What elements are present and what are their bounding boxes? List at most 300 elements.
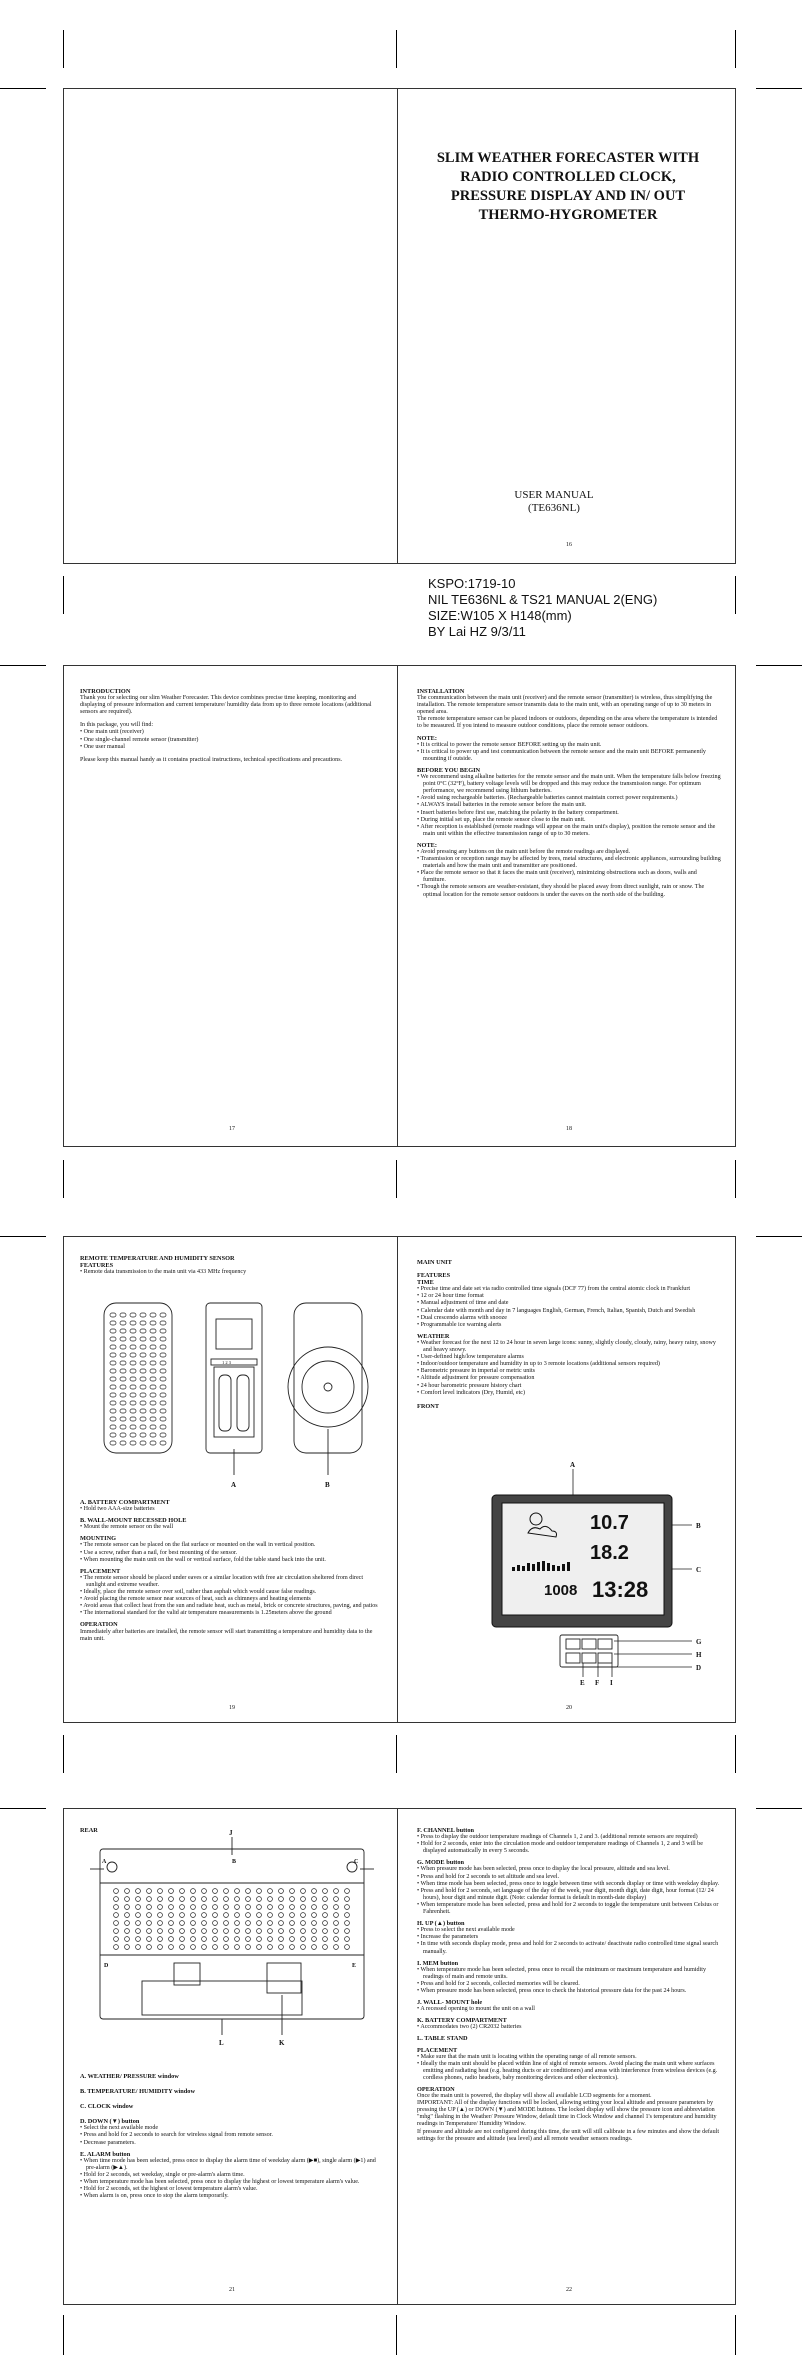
vent-hole bbox=[191, 1897, 196, 1902]
list-item: • Programmable ice warning alerts bbox=[417, 1321, 502, 1328]
i-list bbox=[417, 1967, 721, 1995]
vent-hole bbox=[147, 1897, 152, 1902]
history-bar bbox=[537, 1562, 540, 1571]
list-item: • One main unit (receiver) bbox=[80, 729, 144, 736]
vent-hole bbox=[257, 1937, 262, 1942]
vent-hole bbox=[235, 1905, 240, 1910]
vent-hole bbox=[246, 1929, 251, 1934]
list-item: • Press and hold for 2 seconds to set altitude and sea level. bbox=[417, 1873, 560, 1880]
page-22-column bbox=[417, 1823, 721, 2143]
front-heading: FRONT bbox=[417, 1402, 440, 1410]
label-a: A bbox=[231, 1481, 237, 1489]
rear-vent-grid bbox=[114, 1889, 350, 1950]
history-bar bbox=[522, 1566, 525, 1571]
list-item: • ALWAYS install batteries in the remote sensor before the main unit. bbox=[417, 802, 587, 809]
vent-slot bbox=[110, 1329, 116, 1333]
list-item: • Place the remote sensor so that it faces the main unit (receiver), minimizing obstructions such as doors, walls and furniture. bbox=[417, 870, 697, 884]
rear-label-j: J bbox=[229, 1829, 233, 1837]
vent-hole bbox=[312, 1921, 317, 1926]
vent-hole bbox=[323, 1889, 328, 1894]
vent-hole bbox=[136, 1929, 141, 1934]
placement-heading: PLACEMENT bbox=[80, 1567, 121, 1575]
rear-label-b: B bbox=[232, 1859, 237, 1865]
vent-hole bbox=[279, 1937, 284, 1942]
vent-hole bbox=[213, 1897, 218, 1902]
vent-hole bbox=[334, 1929, 339, 1934]
list-item: • During initial set up, place the remote sensor close to the main unit. bbox=[417, 816, 586, 823]
vent-slot bbox=[110, 1353, 116, 1357]
vent-slot bbox=[150, 1409, 156, 1413]
d-heading: D. DOWN (▼) button bbox=[80, 2118, 140, 2126]
vent-slot bbox=[120, 1441, 126, 1445]
hole-heading: B. WALL-MOUNT RECESSED HOLE bbox=[80, 1517, 187, 1525]
vent-hole bbox=[290, 1921, 295, 1926]
vent-slot bbox=[160, 1329, 166, 1333]
vent-hole bbox=[136, 1897, 141, 1902]
list-item: • Insert batteries before first use, matching the polarity in the battery compartment. bbox=[417, 809, 619, 816]
important-text: IMPORTANT: All of the display functions will be locked, allowing setting your local altitude and pressure parameters by pressing the UP (▲) or DOWN (▼) and MODE buttons. The locked display will show the pressure icon and abbreviation "mhg" flashing in the Weather/ Pressure Window, default time in Clock Window and channel 1's temperature and humidity readings in Temperature/ Humidity Window. bbox=[417, 2100, 717, 2128]
vent-hole bbox=[202, 1889, 207, 1894]
hole-text: • Mount the remote sensor on the wall bbox=[80, 1524, 174, 1531]
vent-hole bbox=[334, 1913, 339, 1918]
note-list bbox=[417, 849, 721, 899]
features-heading: FEATURES bbox=[80, 1262, 114, 1270]
vent-hole bbox=[136, 1889, 141, 1894]
lcd-temp-1: 10.7 bbox=[590, 1512, 629, 1534]
vent-hole bbox=[114, 1945, 119, 1950]
vent-hole bbox=[301, 1913, 306, 1918]
vent-slot bbox=[140, 1329, 146, 1333]
vent-slot bbox=[140, 1337, 146, 1341]
vent-slot bbox=[130, 1433, 136, 1437]
vent-hole bbox=[257, 1929, 262, 1934]
vent-hole bbox=[268, 1905, 273, 1910]
vent-hole bbox=[235, 1913, 240, 1918]
vent-hole bbox=[257, 1905, 262, 1910]
vent-hole bbox=[312, 1937, 317, 1942]
user-manual-text: USER MANUAL bbox=[514, 489, 594, 501]
sensor-illustration bbox=[94, 1299, 384, 1467]
vent-hole bbox=[114, 1913, 119, 1918]
vent-slot bbox=[120, 1417, 126, 1421]
vent-hole bbox=[235, 1929, 240, 1934]
vent-hole bbox=[268, 1897, 273, 1902]
list-item: • Decrease parameters. bbox=[80, 2139, 136, 2146]
vent-hole bbox=[202, 1921, 207, 1926]
e-list bbox=[80, 2158, 382, 2201]
vent-slot bbox=[150, 1345, 156, 1349]
vent-hole bbox=[290, 1929, 295, 1934]
vent-hole bbox=[158, 1921, 163, 1926]
vent-hole bbox=[213, 1905, 218, 1910]
placement-list bbox=[80, 1575, 382, 1618]
vent-slot bbox=[130, 1425, 136, 1429]
front-label-g: G bbox=[696, 1638, 702, 1646]
weather-heading: WEATHER bbox=[417, 1332, 450, 1340]
list-item: • Press and hold for 2 seconds to search for wireless signal from remote sensor. bbox=[80, 2132, 273, 2139]
vent-hole bbox=[301, 1889, 306, 1894]
list-item: • Ideally the main unit should be placed within line of sight of remote sensors. Avoid placing the main unit where surfaces emitting and radiating heat (e.g. heating ducts or air conditioners) and areas with interference from wireless devices (e.g. cordless phones, radio headsets, baby monitoring devices and other electronics). bbox=[417, 2060, 718, 2081]
page-number: 21 bbox=[229, 2287, 235, 2293]
vent-hole bbox=[301, 1897, 306, 1902]
vent-slot bbox=[130, 1401, 136, 1405]
package-intro: In this package, you will find: bbox=[80, 722, 154, 729]
vent-hole bbox=[257, 1889, 262, 1894]
vent-slot bbox=[130, 1417, 136, 1421]
vent-hole bbox=[202, 1929, 207, 1934]
vent-slot bbox=[120, 1385, 126, 1389]
vent-hole bbox=[158, 1929, 163, 1934]
vent-hole bbox=[246, 1921, 251, 1926]
list-item: • Hold for 2 seconds, set the highest or lowest temperature alarm's value. bbox=[80, 2186, 258, 2193]
vent-slot bbox=[110, 1321, 116, 1325]
vent-hole bbox=[191, 1929, 196, 1934]
list-item: • The remote sensor can be placed on the flat surface or mounted on the wall in vertical position. bbox=[80, 1542, 316, 1549]
vent-hole bbox=[290, 1897, 295, 1902]
vent-slot bbox=[110, 1385, 116, 1389]
vent-hole bbox=[323, 1905, 328, 1910]
front-label-b: B bbox=[696, 1522, 701, 1530]
before-heading: BEFORE YOU BEGIN bbox=[417, 766, 481, 774]
lcd-temp-2: 18.2 bbox=[590, 1542, 629, 1564]
list-item: • Increase the parameters bbox=[417, 1934, 479, 1941]
operation-heading: OPERATION bbox=[80, 1621, 118, 1629]
vent-hole bbox=[334, 1937, 339, 1942]
crop-mark bbox=[396, 30, 397, 68]
vent-hole bbox=[169, 1905, 174, 1910]
vent-hole bbox=[257, 1897, 262, 1902]
spec-line: SIZE:W105 X H148(mm) bbox=[428, 608, 572, 623]
note-heading: NOTE: bbox=[417, 734, 437, 742]
list-item: • When pressure mode has been selected, press once to check the historical pressure data for the past 24 hours. bbox=[417, 1987, 687, 1994]
vent-slot bbox=[160, 1409, 166, 1413]
list-item: • Comfort level indicators (Dry, Humid, etc) bbox=[417, 1389, 526, 1396]
vent-hole bbox=[257, 1921, 262, 1926]
time-heading: TIME bbox=[417, 1279, 434, 1287]
vent-slot bbox=[120, 1425, 126, 1429]
vent-slot bbox=[110, 1377, 116, 1381]
vent-slot bbox=[160, 1321, 166, 1325]
operation-heading: OPERATION bbox=[417, 2086, 455, 2093]
crop-mark bbox=[63, 2315, 64, 2355]
list-item: • Use a screw, rather than a nail, for best mounting of the sensor. bbox=[80, 1549, 238, 1556]
vent-slot bbox=[110, 1361, 116, 1365]
vent-slot bbox=[150, 1385, 156, 1389]
introduction-heading: INTRODUCTION bbox=[80, 688, 131, 695]
vent-slot bbox=[150, 1377, 156, 1381]
vent-hole bbox=[125, 1937, 130, 1942]
f-list bbox=[417, 1834, 721, 1855]
list-item: • Precise time and date set via radio controlled time signals (DCF 77) from the central atomic clock in Frankfurt bbox=[417, 1286, 691, 1293]
vent-hole bbox=[224, 1913, 229, 1918]
vent-hole bbox=[235, 1897, 240, 1902]
vent-slot bbox=[160, 1313, 166, 1317]
sheet-divider bbox=[397, 666, 398, 1146]
vent-hole bbox=[301, 1945, 306, 1950]
cover-title-line: PRESSURE DISPLAY AND IN/ OUT bbox=[450, 188, 686, 204]
vent-hole bbox=[312, 1905, 317, 1910]
vent-hole bbox=[125, 1945, 130, 1950]
vent-hole bbox=[114, 1897, 119, 1902]
vent-hole bbox=[312, 1897, 317, 1902]
page-number: 18 bbox=[566, 1126, 572, 1132]
vent-hole bbox=[114, 1889, 119, 1894]
vent-hole bbox=[246, 1913, 251, 1918]
list-item: • When mounting the main unit on the wall or vertical surface, fold the table stand back into the unit. bbox=[80, 1556, 326, 1563]
vent-hole bbox=[202, 1945, 207, 1950]
vent-hole bbox=[169, 1921, 174, 1926]
vent-hole bbox=[147, 1921, 152, 1926]
list-item: • Press to select the next available mode bbox=[417, 1927, 515, 1934]
list-item: • Ideally, place the remote sensor over soil, rather than asphalt which would cause false readings. bbox=[80, 1589, 317, 1596]
vent-hole bbox=[224, 1921, 229, 1926]
list-item: • The international standard for the valid air temperature measurements is 1.25meters above the ground bbox=[80, 1610, 332, 1617]
vent-slot bbox=[120, 1409, 126, 1413]
vent-slot bbox=[150, 1313, 156, 1317]
vent-hole bbox=[345, 1937, 350, 1942]
history-bar bbox=[517, 1565, 520, 1571]
vent-hole bbox=[246, 1937, 251, 1942]
history-bar bbox=[542, 1561, 545, 1571]
vent-hole bbox=[268, 1937, 273, 1942]
vent-slot bbox=[140, 1353, 146, 1357]
vent-hole bbox=[301, 1937, 306, 1942]
vent-hole bbox=[180, 1945, 185, 1950]
vent-slot bbox=[130, 1321, 136, 1325]
vent-hole bbox=[158, 1897, 163, 1902]
weather-list bbox=[417, 1340, 721, 1397]
lcd-time: 13:28 bbox=[592, 1577, 649, 1602]
vent-hole bbox=[246, 1889, 251, 1894]
vent-hole bbox=[290, 1889, 295, 1894]
package-list bbox=[80, 729, 382, 750]
crop-mark bbox=[735, 1160, 736, 1198]
feature-text: • Remote data transmission to the main unit via 433 MHz frequency bbox=[80, 1269, 247, 1276]
vent-hole bbox=[268, 1913, 273, 1918]
vent-hole bbox=[312, 1945, 317, 1950]
b-heading: B. TEMPERATURE/ HUMIDITY window bbox=[80, 2088, 195, 2096]
list-item: • Avoid placing the remote sensor near sources of heat, such as chimneys and heating elements bbox=[80, 1596, 311, 1603]
vent-hole bbox=[246, 1905, 251, 1910]
vent-slot bbox=[110, 1393, 116, 1397]
vent-slot bbox=[140, 1377, 146, 1381]
page-number: 17 bbox=[229, 1126, 235, 1132]
vent-hole bbox=[213, 1921, 218, 1926]
a-heading: A. WEATHER/ PRESSURE window bbox=[80, 2073, 179, 2080]
vent-slot bbox=[140, 1433, 146, 1437]
crop-mark bbox=[0, 1236, 46, 1237]
rear-heading: REAR bbox=[80, 1827, 98, 1834]
vent-hole bbox=[334, 1905, 339, 1910]
vent-hole bbox=[180, 1921, 185, 1926]
spec-line: BY Lai HZ 9/3/11 bbox=[428, 624, 526, 639]
mounting-heading: MOUNTING bbox=[80, 1535, 117, 1543]
vent-hole bbox=[136, 1921, 141, 1926]
j-text: • A recessed opening to mount the unit on a wall bbox=[417, 2006, 535, 2013]
vent-slot bbox=[120, 1313, 126, 1317]
vent-hole bbox=[125, 1921, 130, 1926]
crop-mark bbox=[756, 1236, 802, 1237]
vent-hole bbox=[345, 1945, 350, 1950]
vent-hole bbox=[301, 1929, 306, 1934]
vent-hole bbox=[224, 1945, 229, 1950]
vent-slot bbox=[140, 1393, 146, 1397]
vent-hole bbox=[191, 1945, 196, 1950]
vent-slot bbox=[110, 1409, 116, 1413]
time-list bbox=[417, 1286, 721, 1329]
front-label-c: C bbox=[696, 1566, 702, 1574]
vent-hole bbox=[235, 1889, 240, 1894]
crop-mark bbox=[735, 576, 736, 614]
vent-hole bbox=[191, 1913, 196, 1918]
vent-hole bbox=[180, 1889, 185, 1894]
vent-slot bbox=[160, 1369, 166, 1373]
vent-hole bbox=[334, 1897, 339, 1902]
vent-slot bbox=[140, 1361, 146, 1365]
model-text: (TE636NL) bbox=[528, 502, 580, 514]
list-item: • We recommend using alkaline batteries for the remote sensor and the main unit. When the temperature falls below freezing point 0°C (32°F), battery voltage levels will be dropped and this may reduce the transmission range. For optimum performance, we recommend using lithium batteries. bbox=[417, 774, 721, 795]
vent-hole bbox=[334, 1921, 339, 1926]
vent-hole bbox=[169, 1945, 174, 1950]
vent-hole bbox=[235, 1937, 240, 1942]
vent-hole bbox=[213, 1945, 218, 1950]
sensor-rear-view bbox=[288, 1303, 368, 1475]
main-unit-front-illustration bbox=[424, 1463, 724, 1688]
vent-hole bbox=[268, 1929, 273, 1934]
vent-slot bbox=[140, 1401, 146, 1405]
manual-label bbox=[464, 489, 644, 515]
vent-slot bbox=[160, 1425, 166, 1429]
intro-paragraph: Thank you for selecting our slim Weather Forecaster. This device combines precise time keeping, monitoring and displaying of pressure information and current temperature/ humidity data from up to three remote locations (additional sensors are required). bbox=[80, 695, 372, 716]
list-item: • When time mode has been selected, press once to display the alarm time of weekday alarm (▶■), single alarm (▶1) and pre-alarm (▶▲). bbox=[80, 2157, 376, 2171]
vent-slot bbox=[130, 1441, 136, 1445]
crop-mark bbox=[0, 665, 46, 666]
vent-slot bbox=[140, 1345, 146, 1349]
vent-hole bbox=[323, 1913, 328, 1918]
vent-hole bbox=[169, 1913, 174, 1918]
vent-slot bbox=[110, 1369, 116, 1373]
history-bar bbox=[567, 1562, 570, 1571]
vent-hole bbox=[169, 1897, 174, 1902]
vent-hole bbox=[125, 1905, 130, 1910]
front-label-h: H bbox=[696, 1651, 702, 1659]
list-item: • Calendar date with month and day in 7 languages English, German, French, Italian, Spanish, Dutch and Swedish bbox=[417, 1307, 696, 1314]
rear-label-a: A bbox=[102, 1859, 107, 1865]
vent-slot bbox=[120, 1353, 126, 1357]
sheet-19-20 bbox=[63, 1236, 736, 1723]
vent-hole bbox=[180, 1897, 185, 1902]
sensor-vent-grid bbox=[110, 1313, 166, 1445]
vent-slot bbox=[130, 1385, 136, 1389]
closing-paragraph: Please keep this manual handy as it contains practical instructions, technical specifications and precautions. bbox=[80, 756, 343, 763]
vent-hole bbox=[345, 1905, 350, 1910]
operation-text: Once the main unit is powered, the display will show all available LCD segments for a moment. bbox=[417, 2093, 652, 2100]
vent-hole bbox=[290, 1945, 295, 1950]
vent-slot bbox=[150, 1425, 156, 1429]
sheet-21-22 bbox=[63, 1808, 736, 2305]
front-buttons bbox=[560, 1635, 618, 1667]
vent-slot bbox=[140, 1425, 146, 1429]
vent-slot bbox=[130, 1337, 136, 1341]
vent-hole bbox=[180, 1929, 185, 1934]
list-item: • When temperature mode has been selected, press once to display the highest or lowest temperature alarm's value. bbox=[80, 2179, 360, 2186]
vent-hole bbox=[191, 1889, 196, 1894]
rear-label-c: C bbox=[354, 1859, 359, 1865]
vent-slot bbox=[120, 1345, 126, 1349]
placement-list bbox=[417, 2054, 721, 2082]
vent-hole bbox=[257, 1945, 262, 1950]
vent-hole bbox=[114, 1937, 119, 1942]
crop-mark bbox=[396, 1160, 397, 1198]
vent-slot bbox=[140, 1313, 146, 1317]
vent-hole bbox=[323, 1929, 328, 1934]
vent-slot bbox=[130, 1409, 136, 1413]
crop-mark bbox=[396, 2315, 397, 2355]
vent-hole bbox=[136, 1945, 141, 1950]
vent-hole bbox=[147, 1945, 152, 1950]
list-item: • The remote sensor should be placed under eaves or a similar location with free air circulation sheltered from direct sunlight and extreme weather. bbox=[80, 1574, 364, 1588]
vent-slot bbox=[120, 1337, 126, 1341]
list-item: • 24 hour barometric pressure history chart bbox=[417, 1382, 522, 1389]
crop-mark bbox=[735, 2315, 736, 2355]
sensor-front-view bbox=[104, 1303, 172, 1453]
vent-hole bbox=[147, 1913, 152, 1918]
vent-hole bbox=[147, 1905, 152, 1910]
vent-slot bbox=[110, 1441, 116, 1445]
j-heading: J. WALL- MOUNT hole bbox=[417, 1999, 483, 2007]
vent-hole bbox=[290, 1913, 295, 1918]
crop-mark bbox=[396, 1735, 397, 1773]
vent-hole bbox=[136, 1905, 141, 1910]
vent-hole bbox=[268, 1921, 273, 1926]
page-number: 20 bbox=[566, 1705, 572, 1711]
vent-hole bbox=[169, 1889, 174, 1894]
vent-slot bbox=[160, 1337, 166, 1341]
vent-slot bbox=[120, 1369, 126, 1373]
vent-slot bbox=[150, 1441, 156, 1445]
vent-hole bbox=[169, 1937, 174, 1942]
crop-mark bbox=[735, 30, 736, 68]
vent-hole bbox=[213, 1929, 218, 1934]
vent-hole bbox=[235, 1921, 240, 1926]
vent-hole bbox=[125, 1889, 130, 1894]
vent-slot bbox=[120, 1401, 126, 1405]
page-17-column bbox=[80, 684, 382, 764]
vent-slot bbox=[150, 1321, 156, 1325]
cover-sheet bbox=[63, 88, 736, 564]
print-spec bbox=[428, 576, 728, 640]
history-bar bbox=[562, 1564, 565, 1571]
vent-hole bbox=[224, 1897, 229, 1902]
vent-hole bbox=[224, 1889, 229, 1894]
vent-hole bbox=[279, 1921, 284, 1926]
vent-slot bbox=[110, 1337, 116, 1341]
vent-hole bbox=[114, 1929, 119, 1934]
page-20-column bbox=[417, 1255, 721, 1410]
cover-title-line: THERMO-HYGROMETER bbox=[478, 207, 658, 223]
vent-slot bbox=[150, 1417, 156, 1421]
vent-slot bbox=[130, 1369, 136, 1373]
vent-slot bbox=[130, 1393, 136, 1397]
vent-slot bbox=[130, 1377, 136, 1381]
vent-hole bbox=[125, 1897, 130, 1902]
vent-slot bbox=[160, 1433, 166, 1437]
front-label-i: I bbox=[610, 1679, 613, 1687]
vent-slot bbox=[110, 1433, 116, 1437]
crop-mark bbox=[756, 1808, 802, 1809]
vent-hole bbox=[312, 1929, 317, 1934]
sheet-divider bbox=[397, 1809, 398, 2304]
